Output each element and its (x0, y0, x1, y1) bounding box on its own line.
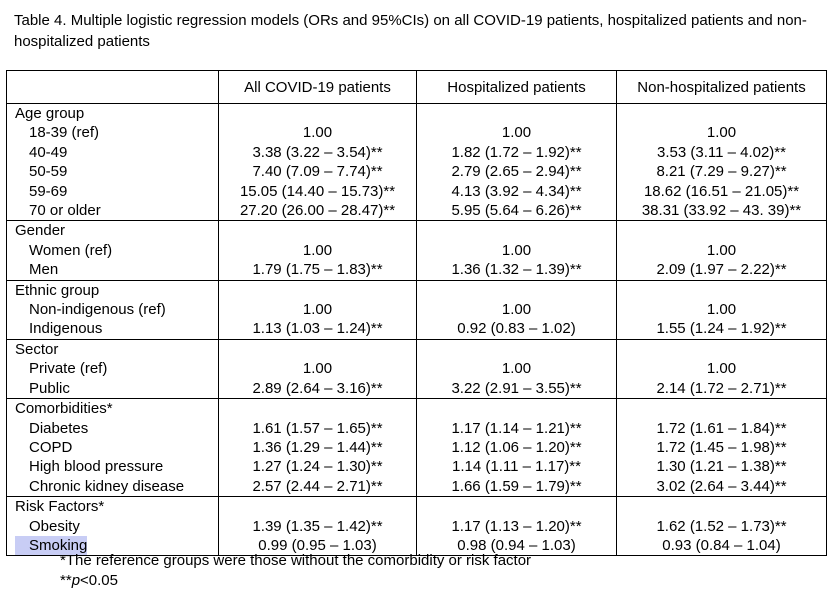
empty-cell (417, 221, 617, 241)
header-cell-all: All COVID-19 patients (219, 71, 417, 104)
value-cell-hosp: 1.36 (1.32 – 1.39)** (417, 260, 617, 280)
value-cell-all: 1.79 (1.75 – 1.83)** (219, 260, 417, 280)
value-cell-all: 7.40 (7.09 – 7.74)** (219, 162, 417, 181)
row-label-cell (7, 477, 219, 497)
row-label: 59-69 (29, 182, 68, 200)
empty-cell (617, 280, 827, 300)
value-cell-all: 1.36 (1.29 – 1.44)** (219, 438, 417, 457)
header-cell-hospitalized: Hospitalized patients (417, 71, 617, 104)
empty-cell (219, 497, 417, 517)
table-row (7, 457, 827, 476)
value-cell-all: 1.13 (1.03 – 1.24)** (219, 319, 417, 339)
row-label: 40-49 (29, 143, 68, 161)
group-title: Gender (7, 221, 219, 241)
value-cell-hosp: 1.00 (417, 359, 617, 378)
table-row (7, 419, 827, 438)
row-label: High blood pressure (29, 458, 164, 476)
value-cell-all: 15.05 (14.40 – 15.73)** (219, 182, 417, 201)
header-cell-label (7, 71, 219, 104)
row-label-cell (7, 359, 219, 378)
table-caption: Table 4. Multiple logistic regression models (ORs and 95%CIs) on all COVID-19 patients, hospitalized patients and non-hospitalized patients (14, 12, 807, 50)
regression-table (6, 70, 827, 556)
value-cell-hosp: 1.66 (1.59 – 1.79)** (417, 477, 617, 497)
table-row (7, 123, 827, 142)
group-title: Risk Factors* (7, 497, 219, 517)
row-label: Smoking (15, 536, 87, 555)
value-cell-nonhosp: 3.53 (3.11 – 4.02)** (617, 143, 827, 162)
footnote-pvalue-symbol: p (71, 572, 81, 589)
value-cell-nonhosp: 1.72 (1.61 – 1.84)** (617, 419, 827, 438)
row-label-cell (7, 182, 219, 201)
group-header-row (7, 339, 827, 359)
value-cell-hosp: 1.82 (1.72 – 1.92)** (417, 143, 617, 162)
group-title: Age group (7, 104, 219, 124)
row-label: Diabetes (29, 419, 89, 437)
empty-cell (617, 221, 827, 241)
row-label-cell (7, 319, 219, 339)
value-cell-hosp: 0.98 (0.94 – 1.03) (417, 536, 617, 556)
table-row (7, 477, 827, 497)
empty-cell (219, 280, 417, 300)
table-row (7, 319, 827, 339)
value-cell-hosp: 2.79 (2.65 – 2.94)** (417, 162, 617, 181)
header-row (7, 71, 827, 104)
table-row (7, 359, 827, 378)
value-cell-nonhosp: 3.02 (2.64 – 3.44)** (617, 477, 827, 497)
value-cell-hosp: 3.22 (2.91 – 3.55)** (417, 379, 617, 399)
value-cell-nonhosp: 18.62 (16.51 – 21.05)** (617, 182, 827, 201)
row-label-cell (7, 517, 219, 536)
row-label: Public (29, 379, 70, 397)
empty-cell (417, 497, 617, 517)
empty-cell (417, 339, 617, 359)
value-cell-all: 2.57 (2.44 – 2.71)** (219, 477, 417, 497)
row-label-cell (7, 457, 219, 476)
empty-cell (219, 399, 417, 419)
row-label: Women (ref) (29, 241, 113, 259)
group-header-row (7, 221, 827, 241)
value-cell-nonhosp: 1.72 (1.45 – 1.98)** (617, 438, 827, 457)
value-cell-nonhosp: 38.31 (33.92 – 43. 39)** (617, 201, 827, 221)
value-cell-nonhosp: 1.55 (1.24 – 1.92)** (617, 319, 827, 339)
value-cell-nonhosp: 1.30 (1.21 – 1.38)** (617, 457, 827, 476)
group-header-row (7, 104, 827, 124)
empty-cell (219, 104, 417, 124)
value-cell-nonhosp: 1.00 (617, 300, 827, 319)
table-row (7, 201, 827, 221)
value-cell-hosp: 4.13 (3.92 – 4.34)** (417, 182, 617, 201)
value-cell-all: 1.39 (1.35 – 1.42)** (219, 517, 417, 536)
empty-cell (219, 221, 417, 241)
value-cell-hosp: 1.12 (1.06 – 1.20)** (417, 438, 617, 457)
row-label: Indigenous (29, 320, 103, 338)
value-cell-hosp: 1.17 (1.13 – 1.20)** (417, 517, 617, 536)
empty-cell (617, 497, 827, 517)
row-label: 70 or older (29, 202, 101, 220)
value-cell-all: 1.61 (1.57 – 1.65)** (219, 419, 417, 438)
table-row (7, 379, 827, 399)
footnotes (60, 551, 531, 591)
footnote-reference: *The reference groups were those without the comorbidity or risk factor (60, 552, 532, 569)
value-cell-all: 1.00 (219, 300, 417, 319)
table-row (7, 241, 827, 260)
value-cell-hosp: 5.95 (5.64 – 6.26)** (417, 201, 617, 221)
value-cell-hosp: 1.00 (417, 300, 617, 319)
value-cell-nonhosp: 8.21 (7.29 – 9.27)** (617, 162, 827, 181)
row-label-cell (7, 300, 219, 319)
value-cell-nonhosp: 1.62 (1.52 – 1.73)** (617, 517, 827, 536)
value-cell-all: 2.89 (2.64 – 3.16)** (219, 379, 417, 399)
empty-cell (617, 399, 827, 419)
empty-cell (617, 339, 827, 359)
row-label-cell (7, 419, 219, 438)
row-label: Men (29, 261, 59, 279)
empty-cell (219, 339, 417, 359)
table-row (7, 182, 827, 201)
row-label: Chronic kidney disease (29, 477, 185, 495)
value-cell-nonhosp: 1.00 (617, 241, 827, 260)
group-title: Ethnic group (7, 280, 219, 300)
value-cell-hosp: 1.00 (417, 123, 617, 142)
group-header-row (7, 399, 827, 419)
row-label: COPD (29, 438, 73, 456)
empty-cell (417, 280, 617, 300)
empty-cell (417, 104, 617, 124)
group-title: Sector (7, 339, 219, 359)
value-cell-nonhosp: 1.00 (617, 359, 827, 378)
empty-cell (617, 104, 827, 124)
row-label: Private (ref) (29, 360, 108, 378)
row-label: Obesity (29, 517, 80, 535)
value-cell-hosp: 0.92 (0.83 – 1.02) (417, 319, 617, 339)
group-header-row (7, 280, 827, 300)
group-header-row (7, 497, 827, 517)
group-title: Comorbidities* (7, 399, 219, 419)
footnote-pvalue-prefix: ** (60, 572, 72, 589)
value-cell-all: 1.00 (219, 123, 417, 142)
row-label-cell (7, 438, 219, 457)
table-row (7, 438, 827, 457)
row-label-cell (7, 260, 219, 280)
value-cell-hosp: 1.17 (1.14 – 1.21)** (417, 419, 617, 438)
header-cell-non-hospitalized: Non-hospitalized patients (617, 71, 827, 104)
value-cell-nonhosp: 2.14 (1.72 – 2.71)** (617, 379, 827, 399)
footnote-pvalue-suffix: <0.05 (80, 572, 118, 589)
table-row (7, 517, 827, 536)
footnote-pvalue (60, 571, 531, 591)
empty-cell (417, 399, 617, 419)
value-cell-all: 1.27 (1.24 – 1.30)** (219, 457, 417, 476)
row-label-cell (7, 379, 219, 399)
row-label-cell (7, 241, 219, 260)
value-cell-all: 3.38 (3.22 – 3.54)** (219, 143, 417, 162)
table-row (7, 162, 827, 181)
table-row (7, 143, 827, 162)
table-row (7, 300, 827, 319)
value-cell-nonhosp: 1.00 (617, 123, 827, 142)
row-label: Non-indigenous (ref) (29, 301, 166, 319)
value-cell-nonhosp: 0.93 (0.84 – 1.04) (617, 536, 827, 556)
value-cell-all: 27.20 (26.00 – 28.47)** (219, 201, 417, 221)
row-label: 18-39 (ref) (29, 124, 100, 142)
row-label-cell (7, 143, 219, 162)
value-cell-nonhosp: 2.09 (1.97 – 2.22)** (617, 260, 827, 280)
table-row (7, 260, 827, 280)
row-label: 50-59 (29, 163, 68, 181)
value-cell-hosp: 1.14 (1.11 – 1.17)** (417, 457, 617, 476)
value-cell-all: 1.00 (219, 359, 417, 378)
row-label-cell (7, 162, 219, 181)
row-label-cell (7, 201, 219, 221)
value-cell-hosp: 1.00 (417, 241, 617, 260)
value-cell-all: 1.00 (219, 241, 417, 260)
value-cell-all: 0.99 (0.95 – 1.03) (219, 536, 417, 556)
table-body (7, 104, 827, 556)
row-label-cell (7, 123, 219, 142)
